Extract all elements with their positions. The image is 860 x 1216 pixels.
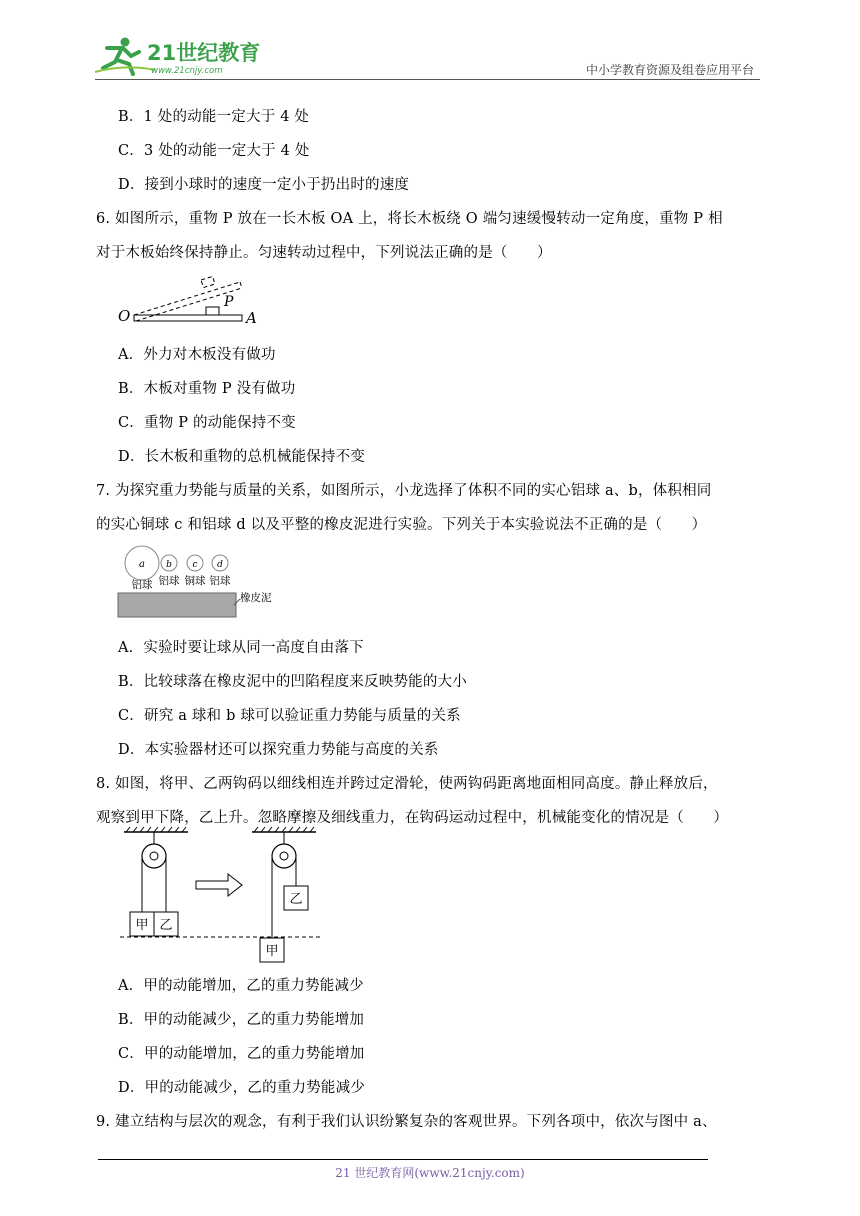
ball-letter: b <box>166 560 172 570</box>
q5-option-b: B．1 处的动能一定大于 4 处 <box>118 109 310 125</box>
q8-option-d: D．甲的动能减少，乙的重力势能减少 <box>118 1080 366 1096</box>
svg-text:21世纪教育: 21世纪教育 <box>147 41 261 65</box>
q8-stem-line1: 8. 如图，将甲、乙两钩码以细线相连并跨过定滑轮，使两钩码距离地面相同高度。静止释放后， <box>96 776 718 792</box>
q8-option-b: B．甲的动能减少，乙的重力势能增加 <box>118 1012 365 1028</box>
q6-option-a: A．外力对木板没有做功 <box>118 347 276 363</box>
block-yi-label: 乙 <box>159 918 173 933</box>
header-divider <box>95 79 760 80</box>
q6-option-d: D．长木板和重物的总机械能保持不变 <box>118 449 366 465</box>
label-a: A <box>246 309 257 327</box>
q6-board-figure <box>112 270 272 330</box>
q7-stem-line1: 7. 为探究重力势能与质量的关系，如图所示，小龙选择了体积不同的实心铝球 a、b，体积相同 <box>96 483 712 499</box>
block-yi-label-moved: 乙 <box>289 892 303 907</box>
q8-option-a: A．甲的动能增加，乙的重力势能减少 <box>118 978 364 994</box>
q7-balls-figure <box>116 545 281 621</box>
block-jia-label: 甲 <box>135 918 149 933</box>
ball-label: 铝球 <box>158 575 180 587</box>
right-arrow-icon <box>196 874 242 896</box>
q7-stem-line2: 的实心铜球 c 和铝球 d 以及平整的橡皮泥进行实验。下列关于本实验说法不正确的是（ ） <box>96 517 707 533</box>
q8-pulley-figure <box>116 826 326 966</box>
footer-text: 21 世纪教育网(www.21cnjy.com) <box>335 1166 525 1180</box>
q5-option-d: D．接到小球时的速度一定小于扔出时的速度 <box>118 177 410 193</box>
q7-option-d: D．本实验器材还可以探究重力势能与高度的关系 <box>118 742 439 758</box>
runner-icon <box>95 38 155 75</box>
clay-label: 橡皮泥 <box>240 592 272 604</box>
site-logo <box>95 34 265 76</box>
ball-label: 铜球 <box>184 575 206 587</box>
page-header <box>95 30 760 80</box>
q9-stem-line1: 9. 建立结构与层次的观念，有利于我们认识纷繁复杂的客观世界。下列各项中，依次与图中 a、 <box>96 1114 717 1130</box>
svg-text:www.21cnjy.com: www.21cnjy.com <box>151 66 223 76</box>
q8-stem-line2: 观察到甲下降，乙上升。忽略摩擦及细线重力，在钩码运动过程中，机械能变化的情况是（ ） <box>96 810 729 826</box>
ball-letter: c <box>192 560 198 570</box>
q7-option-a: A．实验时要让球从同一高度自由落下 <box>118 640 364 656</box>
q6-stem-line2: 对于木板始终保持静止。匀速转动过程中，下列说法正确的是（ ） <box>96 245 552 261</box>
label-o: O <box>118 307 131 325</box>
ball-label: 铝球 <box>209 575 231 587</box>
q6-stem-line1: 6. 如图所示，重物 P 放在一长木板 OA 上，将长木板绕 O 端匀速缓慢转动一定角度，重物 P 相 <box>96 211 723 227</box>
q8-option-c: C．甲的动能增加，乙的重力势能增加 <box>118 1046 365 1062</box>
q5-option-c: C．3 处的动能一定大于 4 处 <box>118 143 310 159</box>
ball-letter: d <box>217 560 223 570</box>
block-jia-label-moved: 甲 <box>265 944 279 959</box>
q6-option-b: B．木板对重物 P 没有做功 <box>118 381 296 397</box>
q7-option-c: C．研究 a 球和 b 球可以验证重力势能与质量的关系 <box>118 708 461 724</box>
ball-label: 铝球 <box>131 579 153 591</box>
q7-option-b: B．比较球落在橡皮泥中的凹陷程度来反映势能的大小 <box>118 674 467 690</box>
ball-letter: a <box>139 559 145 570</box>
header-platform-text: 中小学教育资源及组卷应用平台 <box>585 63 754 77</box>
q6-option-c: C．重物 P 的动能保持不变 <box>118 415 296 431</box>
label-p: P <box>224 294 234 310</box>
footer-divider <box>98 1159 708 1160</box>
clay-block <box>118 593 236 617</box>
